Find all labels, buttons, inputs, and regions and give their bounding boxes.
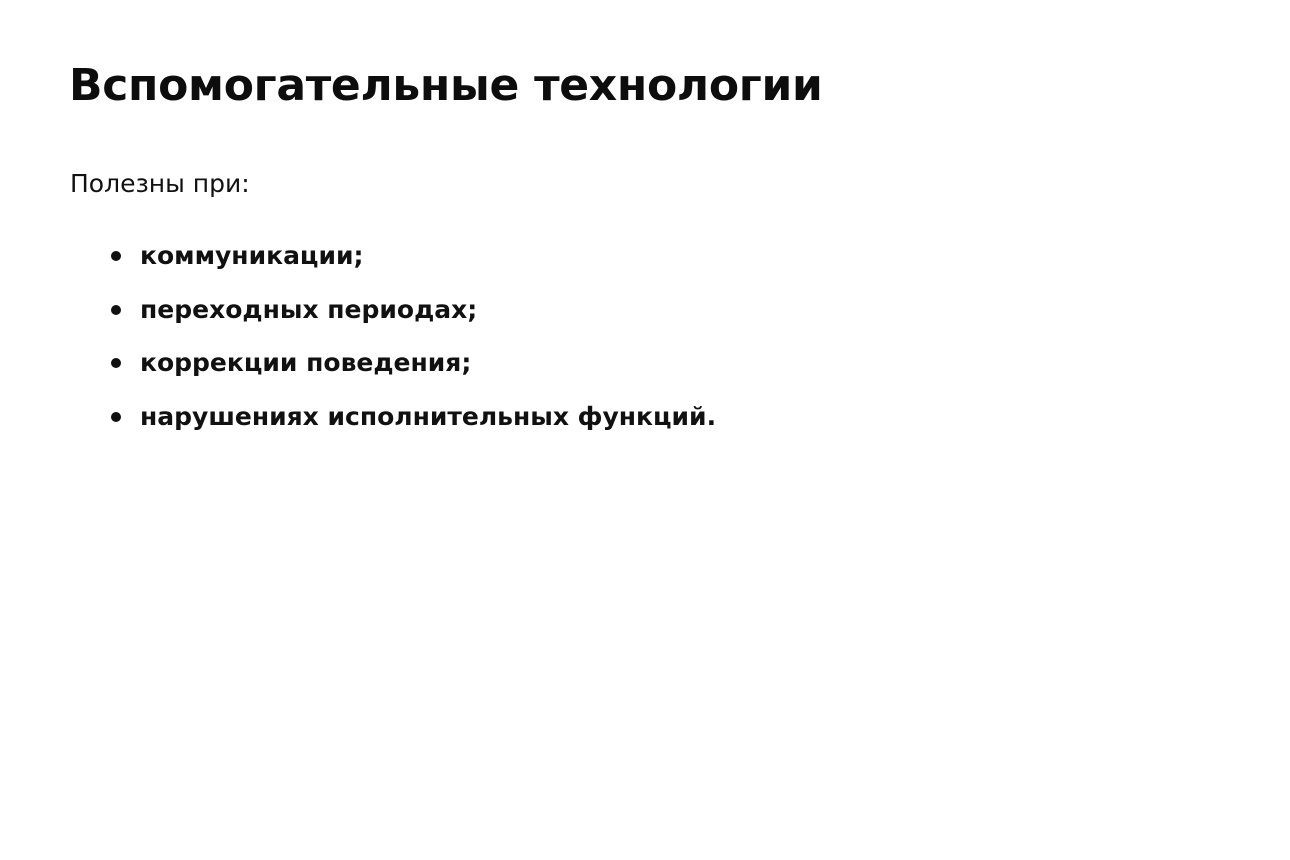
list-item-label: переходных периодах; [140, 294, 478, 324]
bullet-icon [111, 305, 121, 315]
list-item [0, 292, 716, 346]
bullet-list [0, 238, 716, 452]
slide-title: Вспомогательные технологии [69, 60, 823, 111]
bullet-icon [111, 358, 121, 368]
list-item [0, 399, 716, 453]
intro-text: Полезны при: [70, 169, 250, 198]
list-item-label: коррекции поведения; [140, 348, 472, 377]
bullet-icon [111, 412, 121, 422]
list-item-label: нарушениях исполнительных функций. [140, 401, 717, 431]
list-item [0, 238, 716, 292]
bullet-icon [111, 251, 121, 261]
list-item [0, 345, 716, 399]
list-item-label: коммуникации; [140, 241, 364, 270]
